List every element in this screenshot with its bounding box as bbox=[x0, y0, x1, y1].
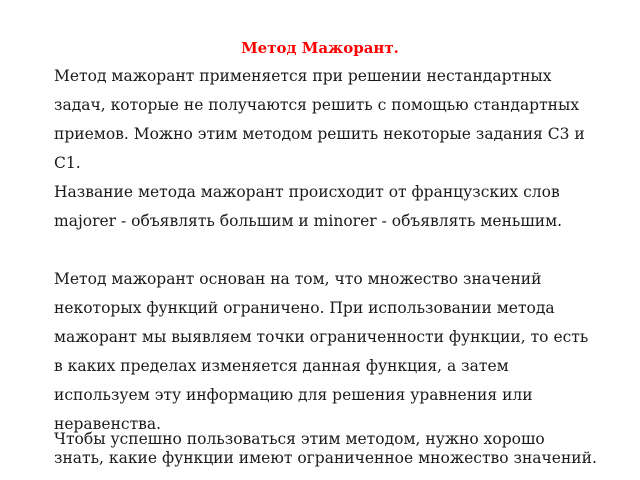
paragraph-intro: Метод мажорант применяется при решении нестандартных задач, которые не получаются решить с помощью стандартных приемов. Можно этим методом решить некоторые задания С3 и С1. bbox=[54, 67, 585, 172]
paragraph-etymology: Название метода мажорант происходит от французских слов majorer - объявлять большим и minorer - объявлять меньшим. bbox=[54, 183, 563, 230]
paragraph-requirements: Чтобы успешно пользоваться этим методом, нужно хорошо знать, какие функции имеют ограниченное множество значений. bbox=[54, 430, 597, 467]
page-title: Метод Мажорант. bbox=[241, 39, 399, 57]
paragraph-basis: Метод мажорант основан на том, что множество значений некоторых функций ограничено. При использовании метода мажорант мы выявляем точки ограниченности функции, то есть в каких пределах изменяется данная функция, а затем используем эту информацию для решения уравнения или неравенства. bbox=[54, 270, 589, 433]
